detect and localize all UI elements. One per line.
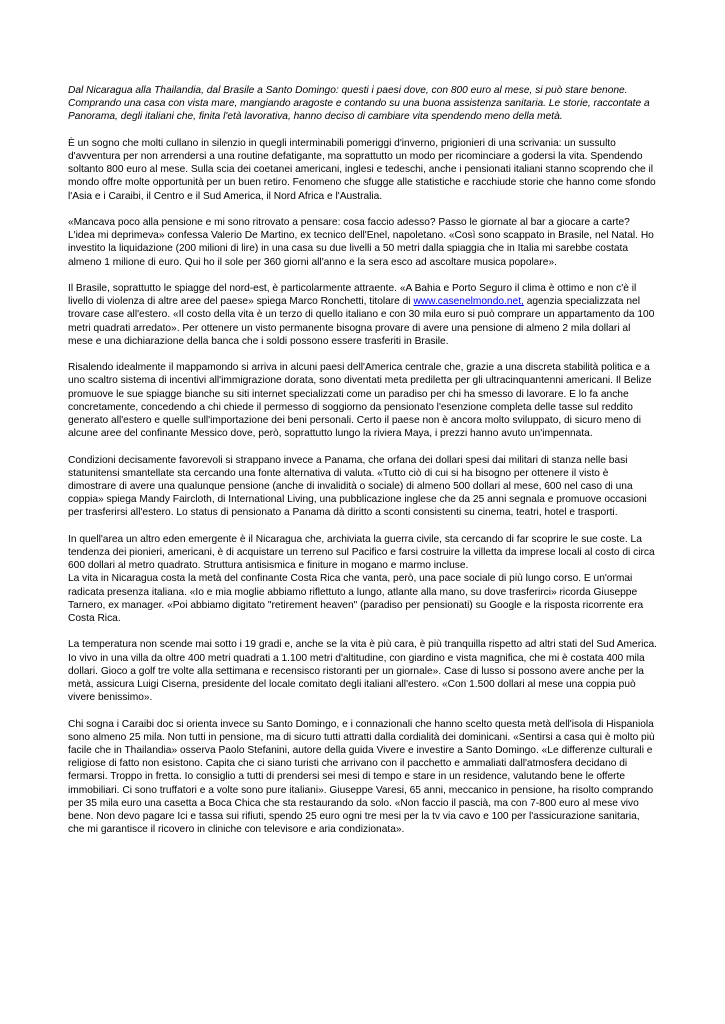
paragraph-6-line-1: In quell'area un altro eden emergente è il Nicaragua che, archiviata la guerra civile, sta cercando di far scoprire le sue coste. La tendenza dei pionieri, americani, è di acquistare un terreno sul Pacifico e farsi costruire la villetta da imprese locali al costo di circa 600 dollari al metro quadrato. Struttura antisismica e finiture in mogano e marmo incluse. [68,533,655,572]
article-body [68,84,658,850]
paragraph-4: Risalendo idealmente il mappamondo si arriva in alcuni paesi dell'America centrale che, grazie a una discreta stabilità politica e a uno scaltro sistema di incentivi all'immigrazione dorata, sono diventati meta prediletta per gli ultracinquantenni americani. Il Belize promuove le sue spiagge bianche su siti internet specializzati come un paradiso per chi ha smesso di lavorare. E lo fa anche concretamente, concedendo a chi chiede il permesso di soggiorno da pensionato l'esenzione completa delle tasse sul reddito generato all'estero e quelle sull'importazione dei beni personali. Certo il paese non è ancora molto sviluppato, di sicuro meno di alcune aree del confinante Messico dove, però, soprattutto lungo la riviera Maya, i prezzi hanno avuto un'impennata. [68,362,652,440]
paragraph-3 [68,282,658,348]
paragraph-8: Chi sogna i Caraibi doc si orienta invece su Santo Domingo, e i connazionali che hanno scelto questa metà dell'isola di Hispaniola sono almeno 25 mila. Non tutti in pensione, ma di sicuro tutti attratti dalla cordialità dei dominicani. «Sentirsi a casa qui è molto più facile che in Thailandia» osserva Paolo Stefanini, autore della guida Vivere e investire a Santo Domingo. «Le differenze culturali e religiose di fatto non esistono. Capita che ci siano turisti che arrivano con il pacchetto e ammaliati dall'atmosfera decidano di fermarsi. Troppo in fretta. Io consiglio a tutti di prendersi sei mesi di tempo e stare in un residence, valutando bene le offerte immobiliari. Ci sono truffatori e a volte sono pure italiani». Giuseppe Varesi, 65 anni, meccanico in pensione, ha risolto comprando per 35 mila euro una casetta a Boca Chica che sta restaurando da solo. «Non faccio il pascià, ma con 7-800 euro al mese vivo bene. Non devo pagare Ici e tassa sui rifiuti, spendo 25 euro ogni tre mesi per la tv via cavo e 100 per l'assicurazione sanitaria, che mi garantisce il ricovero in cliniche con televisore e aria condizionata». [68,718,655,836]
paragraph-3-start: Il Brasile, soprattutto le spiagge del nord-est, è particolarmente attraente. «A Bahia e Porto Seguro il clima è ottimo e non c'è il livello di violenza di altre aree del paese» spiega Marco Ronchetti, titolare di [68,283,637,308]
paragraph-3-end: agenzia specializzata nel trovare case all'estero. «Il costo della vita è un terzo di quello italiano e con 30 mila euro si può comprare un appartamento da 100 metri quadrati arredato». Per ottenere un visto permanente bisogna provare di avere una pensione di almeno 2 mila dollari al mese e una dichiarazione della banca che i soldi possono essere trasferiti in Brasile. [68,296,655,347]
paragraph-6 [68,533,658,625]
paragraph-1: È un sogno che molti cullano in silenzio in quegli interminabili pomeriggi d'inverno, prigionieri di una scrivania: un sussulto d'avventura per non arrendersi a una routine defatigante, ma soprattutto un modo per ricominciare a godersi la vita. Spendendo soltanto 800 euro al mese. Sulla scia dei coetanei americani, inglesi e tedeschi, anche i pensionati italiani stanno scoprendo che il mondo offre molte opportunità per un buen retiro. Fenomeno che sfugge alle statistiche e racchiude storie che hanno come sfondo l'Asia e i Caraibi, il Centro e il Sud America, il Nord Africa e l'Australia. [68,137,656,202]
paragraph-5: Condizioni decisamente favorevoli si strappano invece a Panama, che orfana dei dollari spesi dai militari di stanza nelle basi statunitensi smantellate sta cercando una fonte alternativa di valuta. «Tutto ciò di cui si ha bisogno per ottenere il visto è dimostrare di avere una qualunque pensione (anche di invalidità o sociale) di almeno 500 dollari al mese, 600 nel caso di una coppia» spiega Mandy Faircloth, di International Living, una pubblicazione inglese che da 25 anni segnala e promuove occasioni per trasferirsi all'estero. Lo status di pensionato a Panama dà diritto a sconti consistenti su cinema, teatri, hotel e trasporti. [68,454,647,519]
paragraph-2: «Mancava poco alla pensione e mi sono ritrovato a pensare: cosa faccio adesso? Passo le giornate al bar a giocare a carte? L'idea mi deprimeva» confessa Valerio De Martino, ex tecnico dell'Enel, napoletano. «Così sono scappato in Brasile, nel Natal. Ho investito la liquidazione (200 milioni di lire) in una casa su due livelli a 50 metri dalla spiaggia che in Italia mi sarebbe costata almeno 1 milione di euro. Qui ho il sole per 360 giorni all'anno e la sera esco ad ascoltare musica popolare». [68,217,654,268]
paragraph-7: La temperatura non scende mai sotto i 19 gradi e, anche se la vita è più cara, è più tranquilla rispetto ad altri stati del Sud America. Io vivo in una villa da oltre 400 metri quadrati a 1.100 metri d'altitudine, con giardino e vista magnifica, che mi è costata 400 mila dollari. Gioco a golf tre volte alla settimana e recensisco ristoranti per un giornale». Case di lusso si possono avere anche per la metà, assicura Luigi Ciserna, presidente del locale comitato degli italiani all'estero. «Con 1.500 dollari al mese una coppia può vivere benissimo». [68,639,657,704]
casenelmondo-link[interactable]: www.casenelmondo.net, [413,296,524,308]
article-intro: Dal Nicaragua alla Thailandia, dal Brasile a Santo Domingo: questi i paesi dove, con 800 euro al mese, si può stare benone. Comprando una casa con vista mare, mangiando aragoste e contando su una buona assistenza sanitaria. Le storie, raccontate a Panorama, degli italiani che, finita l'età lavorativa, hanno deciso di cambiare vita spendendo meno della metà. [68,85,650,123]
paragraph-6-line-2: La vita in Nicaragua costa la metà del confinante Costa Rica che vanta, però, una pace sociale di più lungo corso. E un'ormai radicata presenza italiana. «Io e mia moglie abbiamo riflettuto a lungo, atlante alla mano, su dove trasferirci» ricorda Giuseppe Tarnero, ex manager. «Poi abbiamo digitato "retirement heaven" (paradiso per pensionati) su Google e la risposta ricorrente era Costa Rica. [68,573,644,625]
